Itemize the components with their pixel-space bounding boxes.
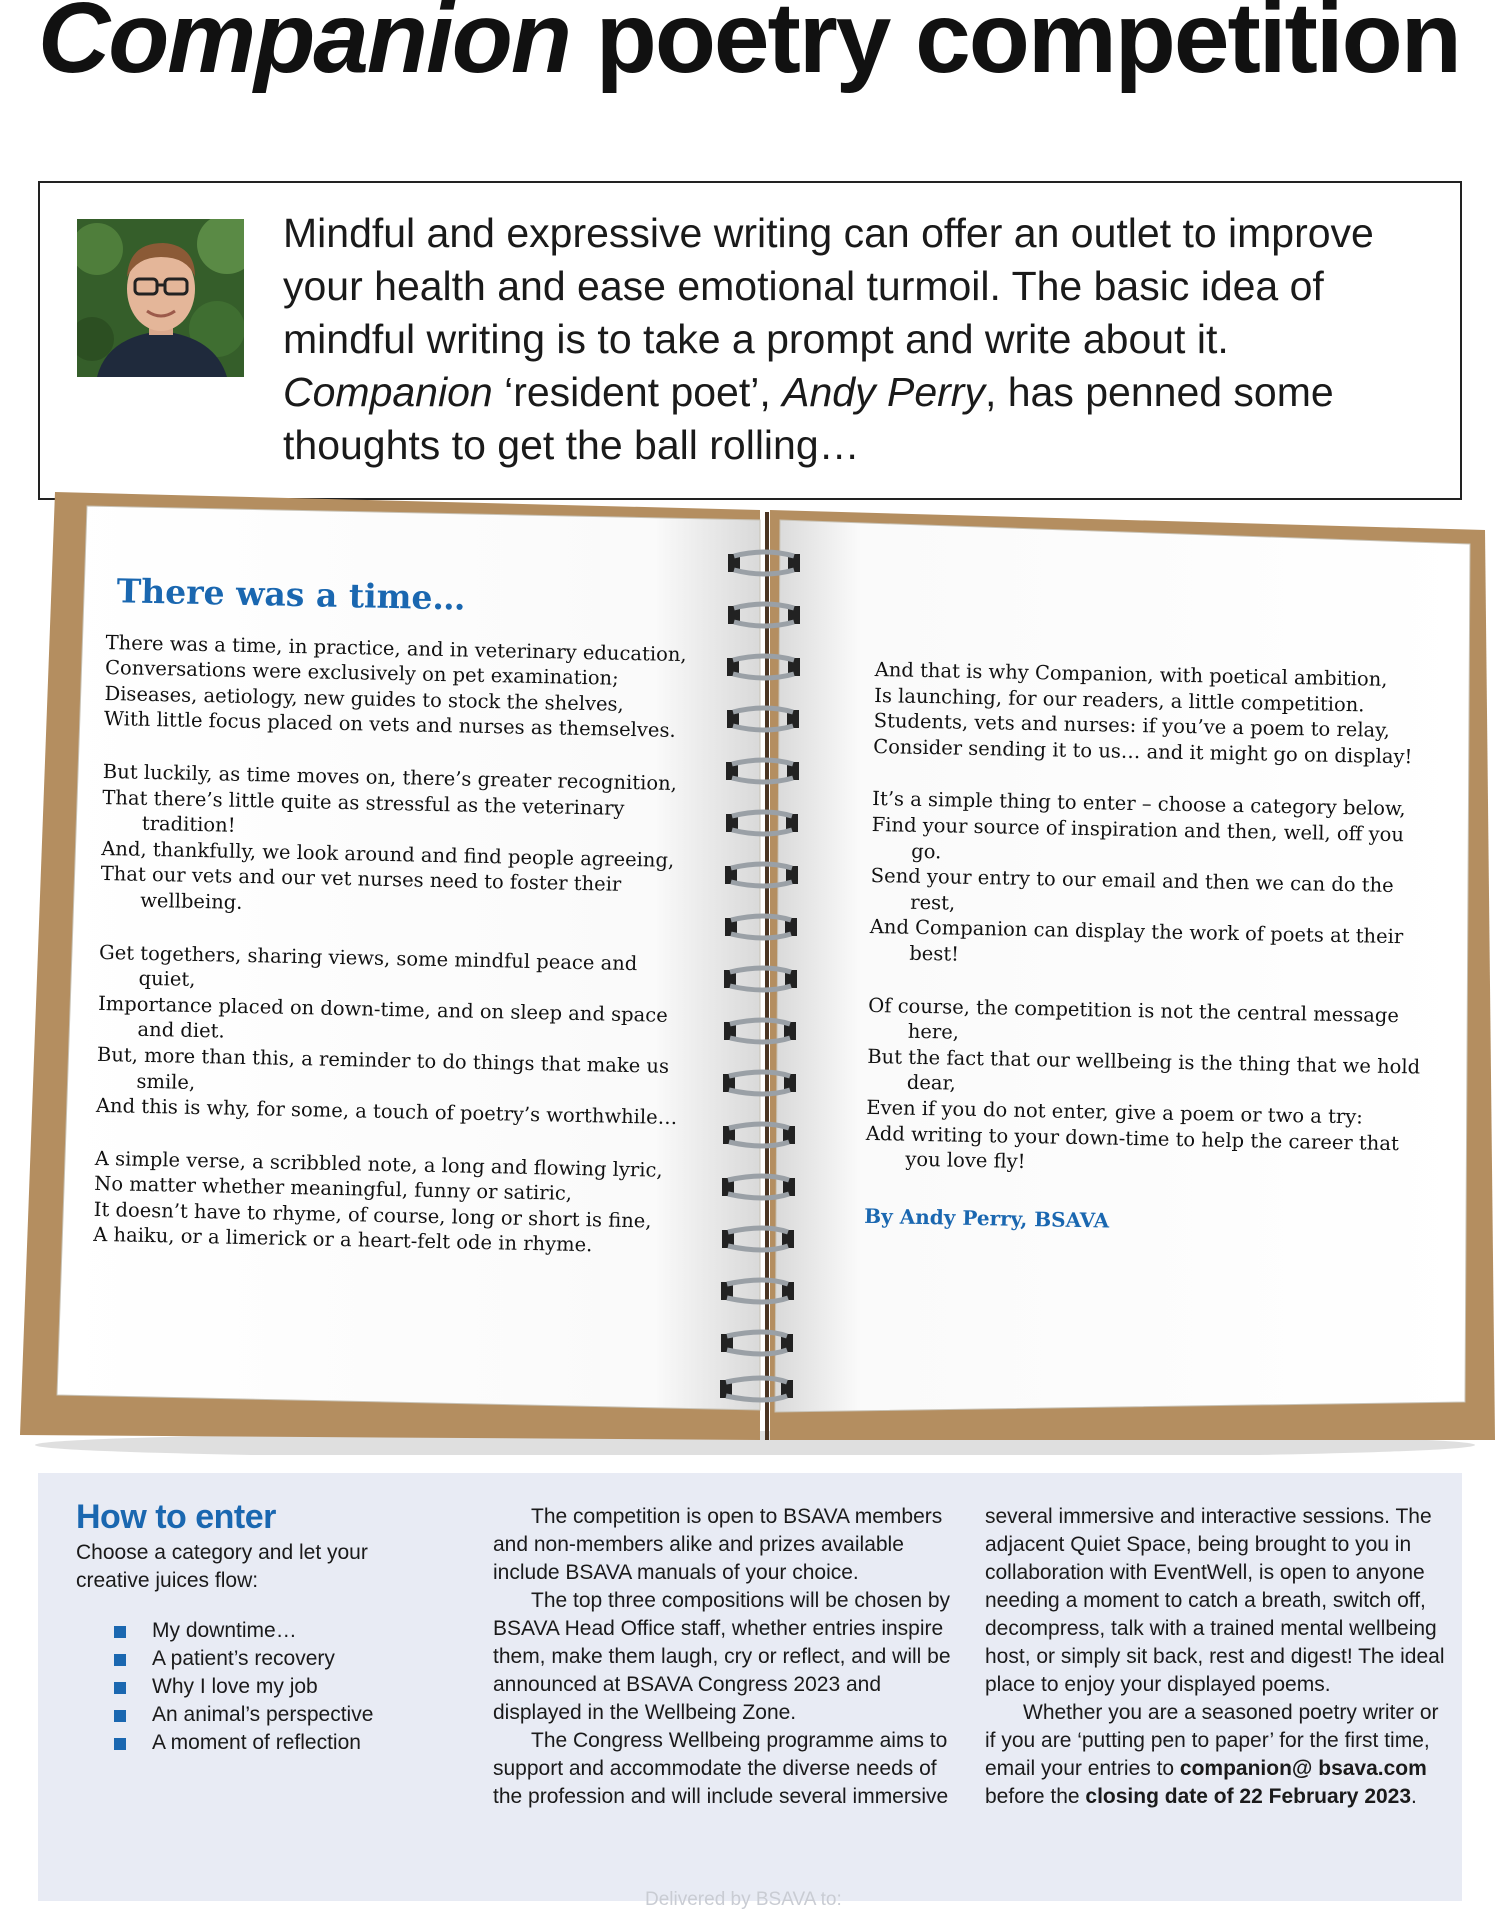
intro-text-3: , has penned some thoughts to get the ball rolling… xyxy=(283,369,1334,468)
poem-line: Is launching, for our readers, a little competition. xyxy=(874,683,1365,716)
poem-line: And, thankfully, we look around and find people agreeing, xyxy=(101,836,675,872)
poem-line: No matter whether meaningful, funny or satiric, xyxy=(94,1172,573,1206)
how-to-enter-panel xyxy=(38,1473,1462,1901)
intro-author: Andy Perry xyxy=(782,369,985,415)
poem-right-page xyxy=(864,657,1435,1240)
poem-line: But the fact that our wellbeing is the thing that we hold dear, xyxy=(867,1044,1421,1095)
poem-line: Get togethers, sharing views, some mindful peace and quiet, xyxy=(98,940,638,992)
poem-line: Even if you do not enter, give a poem or two a try: xyxy=(866,1095,1364,1129)
poem-line: Conversations were exclusively on pet examination; xyxy=(104,656,619,690)
notebook-illustration xyxy=(15,490,1495,1455)
poem-line: Importance placed on down-time, and on sleep and space and diet. xyxy=(97,991,668,1043)
poem-line: And that is why Companion, with poetical ambition, xyxy=(874,657,1388,691)
poem-stanza xyxy=(93,1146,685,1261)
enter-para-3: The Congress Wellbeing programme aims to support and accommodate the diverse needs of the profession and will include several immersive xyxy=(493,1729,949,1808)
enter-para-1: The competition is open to BSAVA members and non-members alike and prizes available include BSAVA manuals of your choice. xyxy=(493,1505,943,1584)
poem-stanza xyxy=(865,992,1428,1182)
poem-line: But, more than this, a reminder to do things that make us smile, xyxy=(96,1042,670,1094)
poem-line: Students, vets and nurses: if you’ve a poem to relay, xyxy=(873,709,1391,743)
poem-line: A haiku, or a limerick or a heart-felt ode in rhyme. xyxy=(93,1223,593,1257)
poem-left-page xyxy=(92,571,696,1287)
poem-line: Diseases, aetiology, new guides to stock the shelves, xyxy=(104,681,625,716)
poem-line: It’s a simple thing to enter – choose a category below, xyxy=(872,787,1406,821)
poem-line: That our vets and our vet nurses need to foster their wellbeing. xyxy=(100,862,622,914)
intro-text-2: ‘resident poet’, xyxy=(492,369,783,415)
enter-para-3-continued: several immersive and interactive sessions. The adjacent Quiet Space, being brought to you in collaboration with EventWell, is open to anyone needing a moment to catch a breath, switch off, decompress, talk with a trained mental wellbeing host, or simply sit back, rest and digest! The ideal place to enjoy your displayed poems. xyxy=(985,1505,1445,1696)
intro-companion: Companion xyxy=(283,369,493,415)
poem-line: And Companion can display the work of poets at their best! xyxy=(869,915,1404,966)
intro-box xyxy=(38,181,1462,500)
category-item: An animal’s perspective xyxy=(114,1701,406,1729)
enter-para-4-pre: Whether you are a seasoned poetry writer or if you are ‘putting pen to paper’ for the first time, email your entries to xyxy=(985,1701,1439,1780)
enter-para-4 xyxy=(985,1699,1445,1811)
poem-line: With little focus placed on vets and nurses as themselves. xyxy=(103,707,676,743)
how-to-enter-heading: How to enter xyxy=(76,1498,276,1536)
enter-column-2 xyxy=(493,1503,963,1811)
intro-text-1: Mindful and expressive writing can offer an outlet to improve your health and ease emotional turmoil. The basic idea of mindful writing is to take a prompt and write about it. xyxy=(283,210,1374,362)
poem-line: A simple verse, a scribbled note, a long and flowing lyric, xyxy=(94,1146,663,1182)
poem-line: And this is why, for some, a touch of poetry’s worthwhile… xyxy=(95,1093,678,1130)
enter-column-1 xyxy=(76,1498,406,1757)
enter-lead: Choose a category and let your creative juices flow: xyxy=(76,1541,368,1592)
enter-column-3 xyxy=(985,1503,1445,1811)
poem-title: There was a time… xyxy=(116,571,466,618)
poem-line: That there’s little quite as stressful as the veterinary tradition! xyxy=(102,785,625,837)
enter-para-4-mid: before the xyxy=(985,1785,1086,1808)
category-item: A patient’s recovery xyxy=(114,1645,406,1673)
poem-line: But luckily, as time moves on, there’s greater recognition, xyxy=(102,759,678,795)
poem-stanza xyxy=(104,630,696,745)
title-rest: poetry competition xyxy=(569,0,1460,94)
enter-para-4-end: . xyxy=(1411,1785,1417,1808)
poem-line: Find your source of inspiration and then, well, off you go. xyxy=(871,812,1405,863)
author-photo xyxy=(77,219,244,377)
poem-line: Consider sending it to us… and it might go on display! xyxy=(873,734,1413,769)
poem-stanza xyxy=(96,939,690,1130)
poem-line: Send your entry to our email and then we can do the rest, xyxy=(870,864,1394,915)
author-portrait xyxy=(77,219,244,377)
poem-stanza xyxy=(873,657,1435,770)
title-companion: Companion xyxy=(38,0,570,94)
category-item: Why I love my job xyxy=(114,1673,406,1701)
poem-stanza xyxy=(869,786,1432,976)
enter-email: companion@ bsava.com xyxy=(1179,1757,1427,1780)
category-list xyxy=(114,1617,406,1757)
closing-date: closing date of 22 February 2023 xyxy=(1085,1785,1412,1808)
poem-line: Of course, the competition is not the central message here, xyxy=(868,993,1400,1044)
poem-line: Add writing to your down-time to help the career that you love fly! xyxy=(865,1121,1400,1174)
category-item: My downtime… xyxy=(114,1617,406,1645)
enter-para-2: The top three compositions will be chosen by BSAVA Head Office staff, whether entries inspire them, make them laugh, cry or reflect, and will be announced at BSAVA Congress 2023 and displayed in the Wellbeing Zone. xyxy=(493,1589,951,1724)
category-item: A moment of reflection xyxy=(114,1729,406,1757)
poem-line: There was a time, in practice, and in veterinary education, xyxy=(105,630,687,666)
footer-delivery-note: Delivered by BSAVA to: xyxy=(645,1889,842,1910)
page-title xyxy=(38,0,1460,98)
intro-paragraph xyxy=(283,207,1433,472)
poem-stanza xyxy=(100,759,693,925)
poem-byline: By Andy Perry, BSAVA xyxy=(864,1203,1110,1233)
poem-line: It doesn’t have to rhyme, of course, long or short is fine, xyxy=(93,1197,652,1233)
